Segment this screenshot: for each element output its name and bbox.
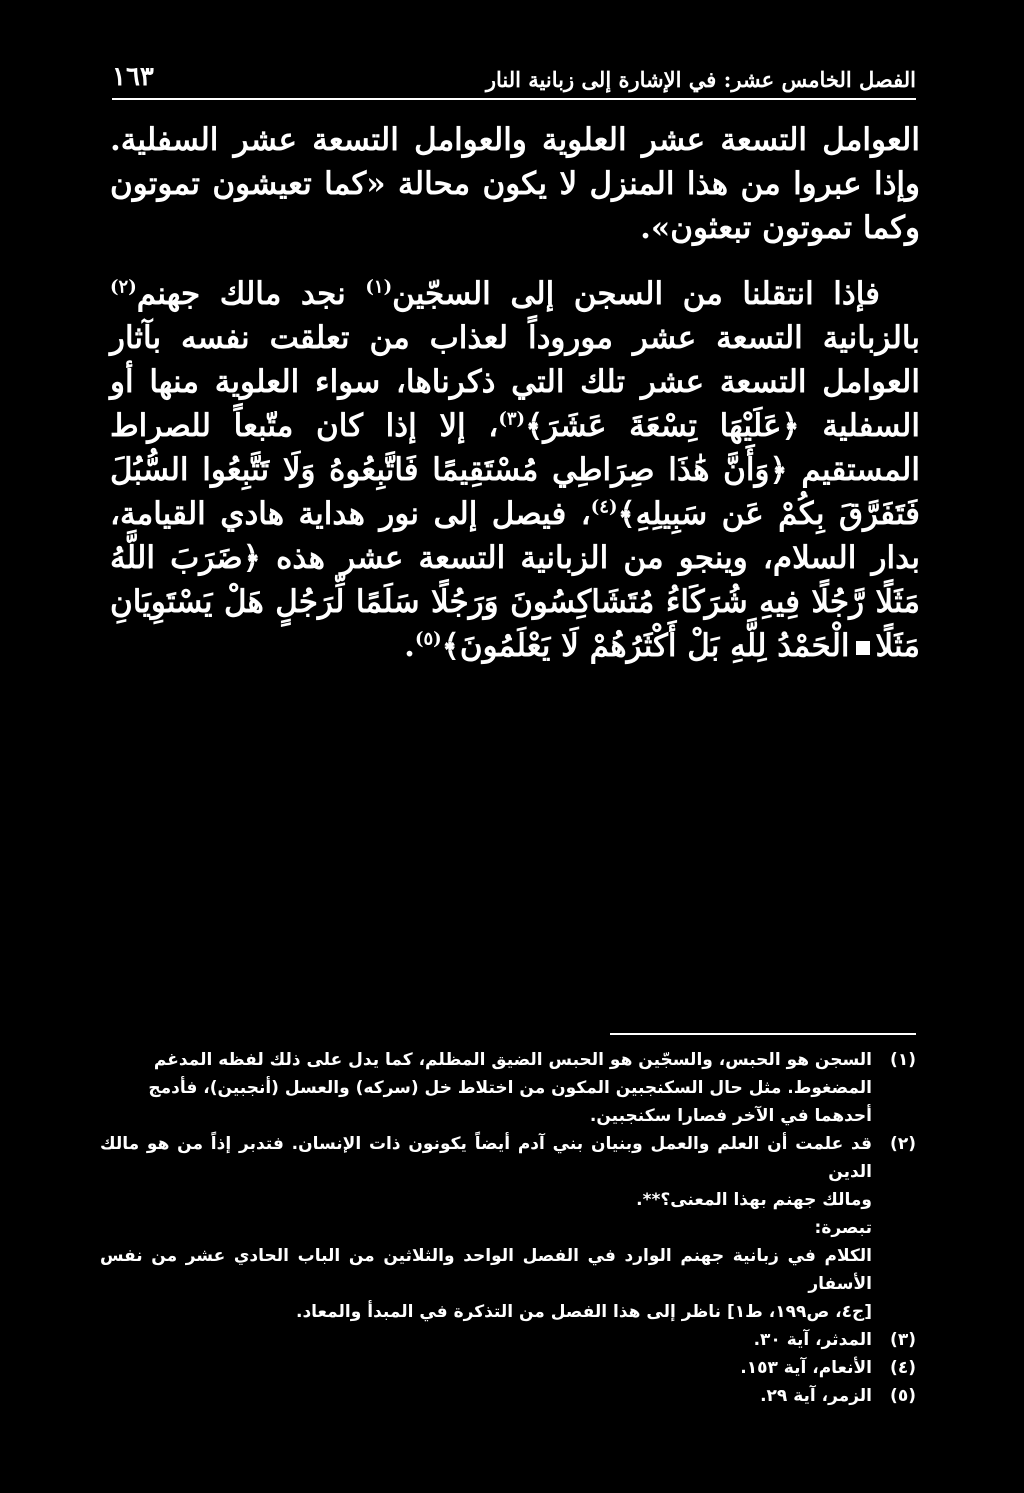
text-run: . (404, 628, 415, 664)
footnote-number: (٥) (890, 1386, 916, 1406)
text-run: نجد مالك جهنم (136, 276, 366, 312)
footnote-number: (٤) (890, 1358, 916, 1378)
quran-verse: ﴿عَلَيْهَا تِسْعَةَ عَشَرَ﴾ (525, 408, 800, 444)
text-run: ، إلا إذا كان متّبعاً للصراط المستقيم (110, 408, 920, 488)
quran-verse: ﴿وَأَنَّ هَٰذَا صِرَاطِي مُسْتَقِيمًا فَاتَّبِعُوهُ وَلَا تَتَّبِعُوا السُّبُلَ فَتَفَرَّقَ بِكُمْ عَن سَبِيلِهِ﴾ (110, 452, 920, 532)
footnote-ref: (١) (365, 276, 393, 298)
footnote-line: ومالك جهنم بهذا المعنى؟**. (636, 1190, 872, 1210)
footnote-line: أحدهما في الآخر فصارا سكنجبين. (589, 1106, 872, 1126)
footnote (100, 1382, 916, 1410)
footnote-number: (٢) (890, 1134, 916, 1154)
text-run: بالزبانية التسعة عشر موروداً لعذاب من تعلقت نفسه بآثار العوامل التسعة عشر تلك التي ذكرناها، سواء العلوية منها أو السفلية (110, 320, 920, 444)
footnote (100, 1046, 916, 1130)
footnote (100, 1130, 916, 1326)
page-number: ١٦٣ (112, 62, 154, 92)
quran-verse: ﴿ضَرَبَ اللَّهُ مَثَلًا رَّجُلًا فِيهِ شُرَكَاءُ مُتَشَاكِسُونَ وَرَجُلًا سَلَمًا لِّرَجُلٍ هَلْ يَسْتَوِيَانِ مَثَلًا (110, 540, 920, 664)
footnote-line: المضغوط. مثل حال السكنجبين المكون من اختلاط خل (سركه) والعسل (أنجبين)، فأدمج (148, 1078, 872, 1098)
footnote-rule (610, 1033, 916, 1035)
text-run: فإذا انتقلنا من السجن إلى السجّين (392, 276, 880, 312)
quran-verse: الْحَمْدُ لِلَّهِ بَلْ أَكْثَرُهُمْ لَا يَعْلَمُونَ﴾ (441, 628, 850, 664)
note-label: تبصرة: (814, 1218, 872, 1238)
footnote-line: [ج٤، ص١٩٩، ط١] ناظر إلى هذا الفصل من التذكرة في المبدأ والمعاد. (295, 1302, 872, 1322)
footnote-line: الزمر، آية ٢٩. (760, 1386, 872, 1406)
paragraph (110, 272, 920, 668)
footnote-number: (٣) (890, 1330, 916, 1350)
footnote-text (100, 1130, 872, 1326)
main-text (110, 118, 920, 668)
header-rule (112, 98, 916, 100)
footnote-text (100, 1354, 872, 1382)
footnote-text (100, 1382, 872, 1410)
footnote-line: الكلام في زبانية جهنم الوارد في الفصل الواحد والثلاثين من الباب الحادي عشر من نفس الأسفار (100, 1246, 872, 1294)
paragraph: العوامل التسعة عشر العلوية والعوامل التسعة عشر السفلية. وإذا عبروا من هذا المنزل لا يكون محالة «كما تعيشون تموتون وكما تموتون تبعثون». (110, 122, 920, 246)
footnote (100, 1354, 916, 1382)
footnote-ref: (٥) (414, 628, 442, 650)
footnote-line: قد علمت أن العلم والعمل وبنيان بني آدم أيضاً يكونون ذات الإنسان. فتدبر إذاً من هو مالك الدين (100, 1134, 872, 1182)
footnote-text (100, 1046, 872, 1130)
footnote-text (100, 1326, 872, 1354)
verse-separator-icon (856, 641, 870, 655)
footnote-ref: (٤) (590, 496, 618, 518)
footnote-line: المدثر، آية ٣٠. (753, 1330, 872, 1350)
footnote-ref: (٢) (110, 276, 137, 298)
footnote-line: السجن هو الحبس، والسجّين هو الحبس الضيق المظلم، كما يدل على ذلك لفظه المدغم (153, 1050, 872, 1070)
running-header (112, 52, 916, 92)
footnote (100, 1326, 916, 1354)
header-title: الفصل الخامس عشر: في الإشارة إلى زبانية النار (485, 67, 916, 92)
footnote-number: (١) (890, 1050, 916, 1070)
footnote-ref: (٣) (498, 408, 526, 430)
footnote-line: الأنعام، آية ١٥٣. (740, 1358, 872, 1378)
text-run: ، فيصل إلى نور هداية هادي القيامة، بدار السلام، وينجو من الزبانية التسعة عشر هذه (110, 496, 921, 576)
footnotes (100, 1046, 916, 1410)
